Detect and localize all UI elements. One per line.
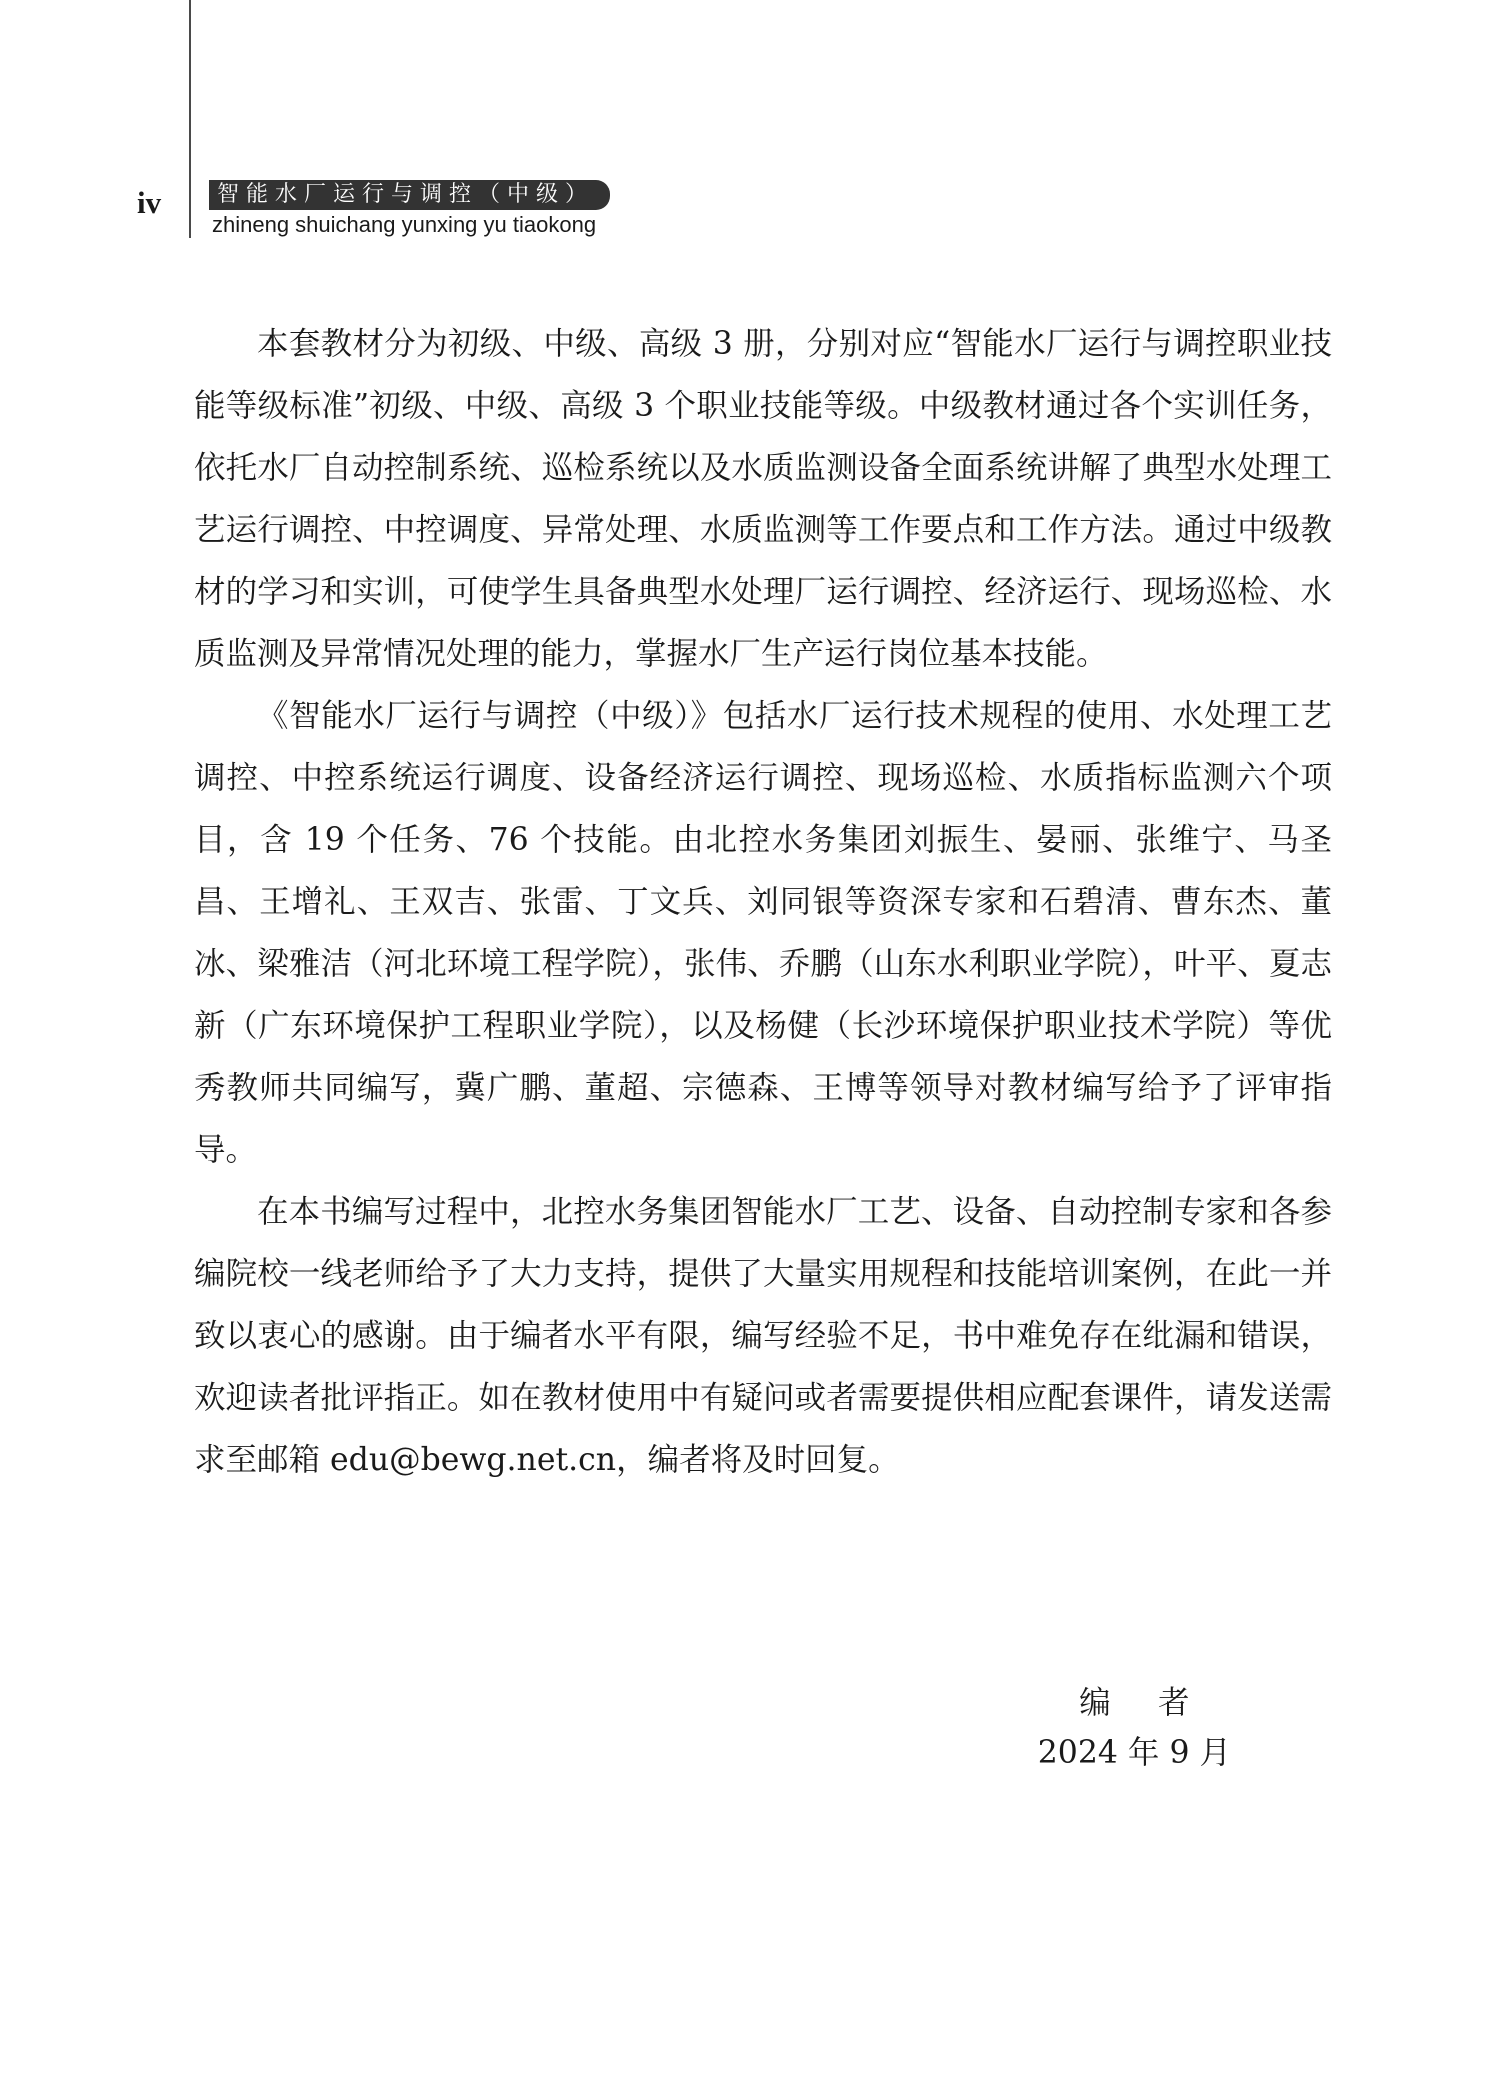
page-number: iv	[137, 185, 162, 220]
paragraph-1: 本套教材分为初级、中级、高级 3 册，分别对应“智能水厂运行与调控职业技能等级标准”初级、中级、高级 3 个职业技能等级。中级教材通过各个实训任务，依托水厂自动控制系统、巡检系统以及水质监测设备全面系统讲解了典型水处理工艺运行调控、中控调度、异常处理、水质监测等工作要点和工作方法。通过中级教材的学习和实训，可使学生具备典型水处理厂运行调控、经济运行、现场巡检、水质监测及异常情况处理的能力，掌握水厂生产运行岗位基本技能。	[194, 326, 1332, 672]
signature-author: 编者	[1079, 1685, 1237, 1721]
preface-body	[194, 313, 1332, 1491]
paragraph-3: 在本书编写过程中，北控水务集团智能水厂工艺、设备、自动控制专家和各参编院校一线老师给予了大力支持，提供了大量实用规程和技能培训案例，在此一并致以衷心的感谢。由于编者水平有限，编写经验不足，书中难免存在纰漏和错误，欢迎读者批评指正。如在教材使用中有疑问或者需要提供相应配套课件，请发送需求至邮箱 edu@bewg.net.cn，编者将及时回复。	[194, 1194, 1332, 1478]
paragraph-2: 《智能水厂运行与调控（中级）》包括水厂运行技术规程的使用、水处理工艺调控、中控系统运行调度、设备经济运行调控、现场巡检、水质指标监测六个项目，含 19 个任务、76 个技能。由北控水务集团刘振生、晏丽、张维宁、马圣昌、王增礼、王双吉、张雷、丁文兵、刘同银等资深专家和石碧清、曹东杰、董冰、梁雅洁（河北环境工程学院），张伟、乔鹏（山东水利职业学院），叶平、夏志新（广东环境保护工程职业学院），以及杨健（长沙环境保护职业技术学院）等优秀教师共同编写，冀广鹏、董超、宗德森、王博等领导对教材编写给予了评审指导。	[194, 698, 1332, 1168]
running-header-title: 智能水厂运行与调控（中级）	[209, 180, 610, 210]
header-vertical-rule	[189, 0, 191, 238]
running-header-pinyin: zhineng shuichang yunxing yu tiaokong	[212, 212, 597, 237]
signature-date: 2024 年 9 月	[1037, 1735, 1231, 1771]
signature-block	[1037, 1678, 1237, 1778]
